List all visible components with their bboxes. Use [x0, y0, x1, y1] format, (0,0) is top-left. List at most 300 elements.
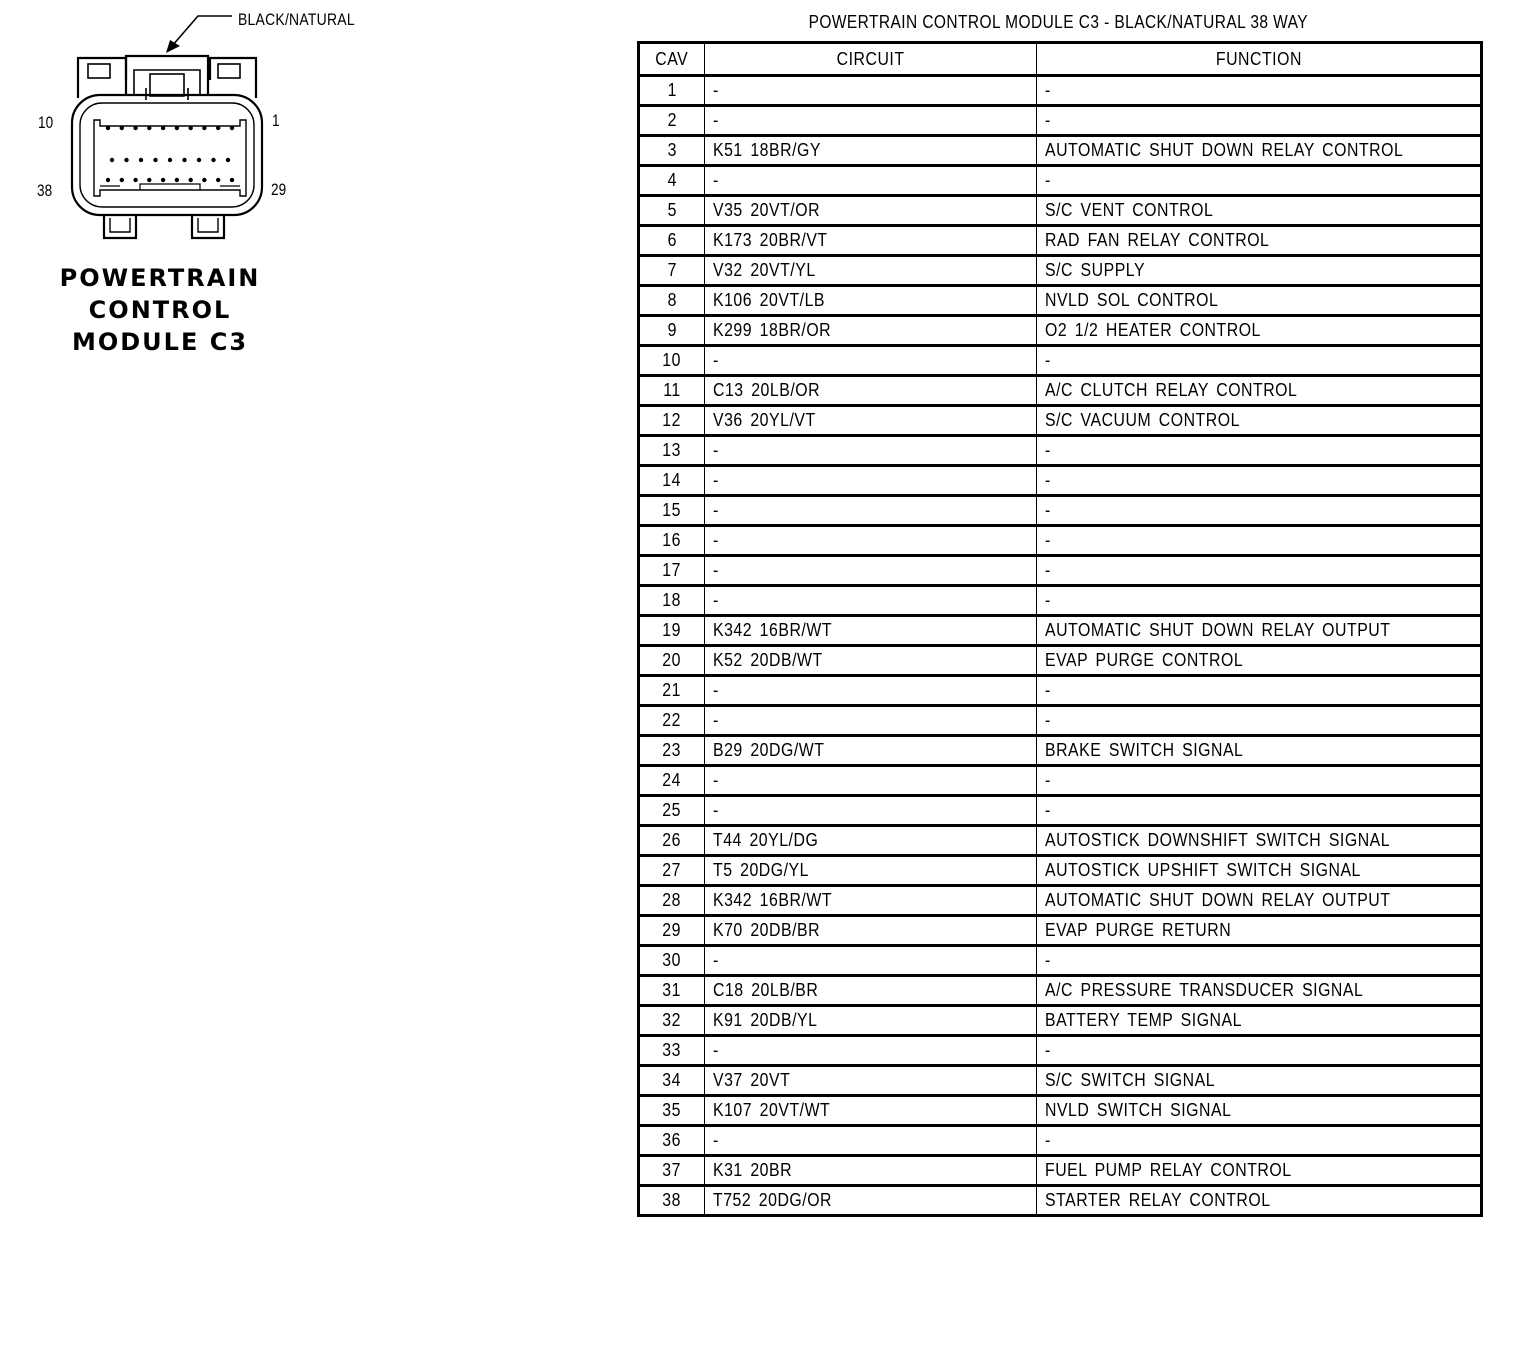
table-row [639, 1126, 1482, 1156]
module-title [40, 262, 280, 358]
function-cell [1037, 226, 1482, 256]
function-cell [1037, 376, 1482, 406]
function-cell-text: S/C VACUUM CONTROL [1045, 410, 1240, 430]
function-cell-text: EVAP PURGE RETURN [1045, 920, 1232, 940]
cav-cell [639, 586, 705, 616]
function-cell [1037, 466, 1482, 496]
cav-cell [639, 646, 705, 676]
module-title-line-1: POWERTRAIN [59, 264, 261, 292]
cavity-grid [106, 126, 234, 182]
table-row [639, 676, 1482, 706]
table-row [639, 286, 1482, 316]
circuit-cell [705, 1066, 1037, 1096]
table-row [639, 76, 1482, 106]
cav-cell [639, 706, 705, 736]
circuit-cell [705, 1036, 1037, 1066]
cavity-dot [175, 178, 179, 182]
function-cell [1037, 526, 1482, 556]
connector-diagram [0, 0, 420, 380]
function-cell-text: - [1045, 950, 1051, 970]
header-function-text: FUNCTION [1215, 48, 1302, 69]
circuit-cell [705, 1126, 1037, 1156]
cav-cell-text: 34 [662, 1070, 682, 1090]
connector-housing [72, 56, 262, 238]
cavity-dot [133, 126, 137, 130]
cav-cell-text: 15 [662, 500, 682, 520]
function-cell-text: STARTER RELAY CONTROL [1045, 1190, 1271, 1210]
function-cell-text: S/C SUPPLY [1045, 260, 1146, 280]
cav-cell [639, 256, 705, 286]
table-row [639, 616, 1482, 646]
table-row [639, 976, 1482, 1006]
function-cell [1037, 616, 1482, 646]
cavity-dot [161, 178, 165, 182]
module-title-line-2: CONTROL [88, 296, 232, 324]
circuit-cell-text: K31 20BR [713, 1160, 793, 1180]
function-cell [1037, 1066, 1482, 1096]
function-cell [1037, 1186, 1482, 1216]
cav-cell [639, 766, 705, 796]
table-row [639, 586, 1482, 616]
circuit-cell-text: K342 16BR/WT [713, 890, 833, 910]
cavity-dot [120, 178, 124, 182]
cav-cell-text: 7 [667, 260, 677, 280]
table-row [639, 1006, 1482, 1036]
cav-cell-text: 32 [662, 1010, 682, 1030]
table-row [639, 736, 1482, 766]
function-cell [1037, 196, 1482, 226]
circuit-cell-text: - [713, 1130, 719, 1150]
circuit-cell-text: V37 20VT [713, 1070, 791, 1090]
table-body [639, 76, 1482, 1216]
circuit-cell-text: K107 20VT/WT [713, 1100, 831, 1120]
function-cell-text: RAD FAN RELAY CONTROL [1045, 230, 1270, 250]
circuit-cell [705, 256, 1037, 286]
cav-cell [639, 166, 705, 196]
circuit-cell-text: K299 18BR/OR [713, 320, 832, 340]
table-row [639, 796, 1482, 826]
function-cell-text: EVAP PURGE CONTROL [1045, 650, 1244, 670]
cav-cell [639, 466, 705, 496]
circuit-cell-text: - [713, 680, 719, 700]
table-row [639, 856, 1482, 886]
circuit-cell-text: - [713, 80, 719, 100]
cav-cell [639, 826, 705, 856]
table-row [639, 496, 1482, 526]
table-row [639, 556, 1482, 586]
connector-drawing [0, 0, 420, 260]
cavity-dot [216, 126, 220, 130]
cav-cell-text: 35 [662, 1100, 682, 1120]
function-cell [1037, 406, 1482, 436]
cav-cell-text: 13 [662, 440, 682, 460]
cavity-dot [147, 126, 151, 130]
cavity-dot [175, 126, 179, 130]
cav-cell [639, 946, 705, 976]
table-row [639, 1066, 1482, 1096]
circuit-cell [705, 886, 1037, 916]
cav-cell-text: 19 [662, 620, 682, 640]
function-cell [1037, 586, 1482, 616]
table-row [639, 196, 1482, 226]
function-cell-text: O2 1/2 HEATER CONTROL [1045, 320, 1261, 340]
circuit-cell [705, 526, 1037, 556]
table-row [639, 886, 1482, 916]
cav-cell [639, 406, 705, 436]
table-row [639, 526, 1482, 556]
connector-color-label: BLACK/NATURAL [238, 10, 355, 29]
circuit-cell [705, 916, 1037, 946]
table-row [639, 826, 1482, 856]
cav-cell-text: 17 [662, 560, 682, 580]
cavity-dot [202, 126, 206, 130]
function-cell [1037, 136, 1482, 166]
table-row [639, 946, 1482, 976]
header-circuit [705, 43, 1037, 76]
pin-label-top-left: 10 [38, 113, 54, 132]
cavity-dot [120, 126, 124, 130]
cav-cell-text: 16 [662, 530, 682, 550]
cavity-dot [147, 178, 151, 182]
circuit-cell-text: B29 20DG/WT [713, 740, 825, 760]
function-cell-text: A/C CLUTCH RELAY CONTROL [1045, 380, 1298, 400]
function-cell-text: AUTOSTICK UPSHIFT SWITCH SIGNAL [1045, 860, 1361, 880]
circuit-cell-text: K106 20VT/LB [713, 290, 826, 310]
circuit-cell-text: T752 20DG/OR [713, 1190, 833, 1210]
cavity-dot [153, 158, 157, 162]
cav-cell-text: 22 [662, 710, 682, 730]
function-cell-text: - [1045, 350, 1051, 370]
cav-cell-text: 30 [662, 950, 682, 970]
function-cell [1037, 166, 1482, 196]
circuit-cell [705, 466, 1037, 496]
cav-cell-text: 28 [662, 890, 682, 910]
cavity-dot [133, 178, 137, 182]
function-cell [1037, 676, 1482, 706]
cavity-dot [230, 178, 234, 182]
cav-cell [639, 676, 705, 706]
cav-cell [639, 856, 705, 886]
function-cell-text: - [1045, 500, 1051, 520]
circuit-cell-text: - [713, 470, 719, 490]
cavity-dot [226, 158, 230, 162]
cav-cell [639, 1066, 705, 1096]
cav-cell-text: 4 [667, 170, 677, 190]
module-title-line-3: MODULE C3 [71, 328, 249, 356]
header-function [1037, 43, 1482, 76]
circuit-cell-text: - [713, 500, 719, 520]
table-row [639, 1156, 1482, 1186]
function-cell-text: - [1045, 470, 1051, 490]
table-row [639, 706, 1482, 736]
cavity-dot [168, 158, 172, 162]
cav-cell [639, 106, 705, 136]
circuit-cell [705, 1156, 1037, 1186]
function-cell [1037, 976, 1482, 1006]
table-row [639, 166, 1482, 196]
table-header-row [639, 43, 1482, 76]
cavity-dot [161, 126, 165, 130]
function-cell-text: FUEL PUMP RELAY CONTROL [1045, 1160, 1292, 1180]
pin-label-bottom-right: 29 [271, 180, 287, 199]
table-row [639, 646, 1482, 676]
cav-cell [639, 436, 705, 466]
cav-cell [639, 376, 705, 406]
circuit-cell [705, 346, 1037, 376]
function-cell-text: - [1045, 110, 1051, 130]
function-cell [1037, 1096, 1482, 1126]
circuit-cell-text: - [713, 350, 719, 370]
function-cell [1037, 346, 1482, 376]
table-row [639, 406, 1482, 436]
cav-cell [639, 226, 705, 256]
function-cell-text: - [1045, 530, 1051, 550]
circuit-cell-text: K173 20BR/VT [713, 230, 828, 250]
cav-cell-text: 33 [662, 1040, 682, 1060]
function-cell [1037, 826, 1482, 856]
pinout-table [637, 41, 1483, 1217]
cav-cell-text: 26 [662, 830, 682, 850]
function-cell-text: NVLD SOL CONTROL [1045, 290, 1219, 310]
function-cell [1037, 106, 1482, 136]
function-cell-text: - [1045, 560, 1051, 580]
cav-cell [639, 76, 705, 106]
function-cell [1037, 646, 1482, 676]
cavity-dot [189, 126, 193, 130]
cav-cell-text: 6 [667, 230, 677, 250]
cavity-dot [124, 158, 128, 162]
cav-cell [639, 526, 705, 556]
function-cell [1037, 916, 1482, 946]
cav-cell-text: 2 [667, 110, 677, 130]
circuit-cell [705, 766, 1037, 796]
cav-cell-text: 20 [662, 650, 682, 670]
table-row [639, 106, 1482, 136]
circuit-cell [705, 976, 1037, 1006]
circuit-cell [705, 856, 1037, 886]
circuit-cell-text: - [713, 1040, 719, 1060]
circuit-cell-text: K70 20DB/BR [713, 920, 821, 940]
function-cell-text: A/C PRESSURE TRANSDUCER SIGNAL [1045, 980, 1364, 1000]
function-cell-text: - [1045, 680, 1051, 700]
function-cell-text: - [1045, 80, 1051, 100]
circuit-cell-text: K52 20DB/WT [713, 650, 823, 670]
table-row [639, 1036, 1482, 1066]
cav-cell-text: 24 [662, 770, 682, 790]
circuit-cell-text: C13 20LB/OR [713, 380, 821, 400]
cav-cell-text: 10 [662, 350, 682, 370]
function-cell-text: NVLD SWITCH SIGNAL [1045, 1100, 1232, 1120]
circuit-cell-text: T44 20YL/DG [713, 830, 819, 850]
pin-label-top-right: 1 [272, 111, 280, 130]
function-cell [1037, 1156, 1482, 1186]
circuit-cell-text: - [713, 800, 719, 820]
function-cell [1037, 76, 1482, 106]
circuit-cell-text: V35 20VT/OR [713, 200, 821, 220]
cav-cell [639, 1036, 705, 1066]
cav-cell-text: 37 [662, 1160, 682, 1180]
circuit-cell [705, 196, 1037, 226]
table-title [637, 12, 1480, 33]
table-row [639, 346, 1482, 376]
circuit-cell-text: - [713, 530, 719, 550]
circuit-cell [705, 736, 1037, 766]
function-cell [1037, 286, 1482, 316]
cav-cell-text: 29 [662, 920, 682, 940]
function-cell-text: AUTOSTICK DOWNSHIFT SWITCH SIGNAL [1045, 830, 1391, 850]
function-cell-text: BATTERY TEMP SIGNAL [1045, 1010, 1242, 1030]
circuit-cell-text: K91 20DB/YL [713, 1010, 818, 1030]
circuit-cell-text: V32 20VT/YL [713, 260, 816, 280]
function-cell [1037, 856, 1482, 886]
cav-cell-text: 25 [662, 800, 682, 820]
cav-cell [639, 1126, 705, 1156]
circuit-cell [705, 826, 1037, 856]
cavity-dot [197, 158, 201, 162]
function-cell [1037, 1006, 1482, 1036]
function-cell [1037, 766, 1482, 796]
cav-cell-text: 1 [667, 80, 677, 100]
function-cell-text: - [1045, 770, 1051, 790]
cav-cell [639, 346, 705, 376]
cav-cell-text: 8 [667, 290, 677, 310]
cav-cell-text: 31 [662, 980, 682, 1000]
function-cell [1037, 1126, 1482, 1156]
cav-cell-text: 12 [662, 410, 682, 430]
header-cav [639, 43, 705, 76]
function-cell [1037, 796, 1482, 826]
function-cell-text: - [1045, 800, 1051, 820]
function-cell [1037, 556, 1482, 586]
circuit-cell-text: T5 20DG/YL [713, 860, 809, 880]
function-cell [1037, 256, 1482, 286]
cav-cell-text: 27 [662, 860, 682, 880]
circuit-cell [705, 946, 1037, 976]
circuit-cell-text: K51 18BR/GY [713, 140, 821, 160]
table-row [639, 256, 1482, 286]
cav-cell-text: 3 [667, 140, 677, 160]
function-cell-text: S/C VENT CONTROL [1045, 200, 1214, 220]
table-row [639, 136, 1482, 166]
function-cell-text: - [1045, 170, 1051, 190]
function-cell [1037, 496, 1482, 526]
cav-cell-text: 18 [662, 590, 682, 610]
table-row [639, 436, 1482, 466]
circuit-cell-text: - [713, 770, 719, 790]
cav-cell-text: 38 [662, 1190, 682, 1210]
function-cell-text: S/C SWITCH SIGNAL [1045, 1070, 1216, 1090]
cav-cell [639, 916, 705, 946]
function-cell [1037, 316, 1482, 346]
function-cell-text: - [1045, 590, 1051, 610]
circuit-cell [705, 496, 1037, 526]
cav-cell-text: 36 [662, 1130, 682, 1150]
table-row [639, 1096, 1482, 1126]
cav-cell [639, 286, 705, 316]
cav-cell-text: 21 [662, 680, 682, 700]
cavity-dot [106, 178, 110, 182]
circuit-cell [705, 166, 1037, 196]
cav-cell [639, 736, 705, 766]
circuit-cell [705, 646, 1037, 676]
arrow-head [166, 40, 180, 53]
circuit-cell [705, 376, 1037, 406]
function-cell [1037, 436, 1482, 466]
circuit-cell [705, 706, 1037, 736]
function-cell-text: AUTOMATIC SHUT DOWN RELAY OUTPUT [1045, 620, 1391, 640]
circuit-cell-text: - [713, 560, 719, 580]
cavity-dot [110, 158, 114, 162]
function-cell-text: AUTOMATIC SHUT DOWN RELAY CONTROL [1045, 140, 1404, 160]
circuit-cell [705, 406, 1037, 436]
table-row [639, 226, 1482, 256]
circuit-cell-text: - [713, 950, 719, 970]
circuit-cell [705, 616, 1037, 646]
function-cell-text: BRAKE SWITCH SIGNAL [1045, 740, 1244, 760]
cav-cell [639, 196, 705, 226]
header-circuit-text: CIRCUIT [836, 48, 905, 69]
circuit-cell [705, 286, 1037, 316]
circuit-cell-text: V36 20YL/VT [713, 410, 816, 430]
table-title-text: POWERTRAIN CONTROL MODULE C3 - BLACK/NATURAL 38 WAY [808, 12, 1309, 32]
function-cell [1037, 706, 1482, 736]
circuit-cell [705, 316, 1037, 346]
circuit-cell-text: K342 16BR/WT [713, 620, 833, 640]
cav-cell [639, 616, 705, 646]
circuit-cell [705, 586, 1037, 616]
circuit-cell [705, 1096, 1037, 1126]
table-row [639, 1186, 1482, 1216]
cav-cell [639, 976, 705, 1006]
circuit-cell [705, 796, 1037, 826]
cav-cell [639, 886, 705, 916]
cav-cell [639, 556, 705, 586]
circuit-cell-text: C18 20LB/BR [713, 980, 819, 1000]
table-row [639, 316, 1482, 346]
function-cell [1037, 736, 1482, 766]
cavity-dot [139, 158, 143, 162]
circuit-cell [705, 76, 1037, 106]
circuit-cell-text: - [713, 110, 719, 130]
pin-label-bottom-left: 38 [37, 181, 53, 200]
function-cell-text: - [1045, 440, 1051, 460]
circuit-cell-text: - [713, 590, 719, 610]
circuit-cell [705, 436, 1037, 466]
cav-cell [639, 1186, 705, 1216]
table-row [639, 916, 1482, 946]
circuit-cell [705, 136, 1037, 166]
circuit-cell [705, 1006, 1037, 1036]
table-row [639, 766, 1482, 796]
function-cell-text: - [1045, 1130, 1051, 1150]
color-leader-arrow [172, 16, 232, 46]
cav-cell-text: 14 [662, 470, 682, 490]
table-row [639, 376, 1482, 406]
cav-cell [639, 1096, 705, 1126]
circuit-cell [705, 106, 1037, 136]
circuit-cell-text: - [713, 440, 719, 460]
cavity-dot [202, 178, 206, 182]
cav-cell [639, 1006, 705, 1036]
cavity-dot [189, 178, 193, 182]
cav-cell [639, 136, 705, 166]
function-cell [1037, 1036, 1482, 1066]
circuit-cell [705, 226, 1037, 256]
table-row [639, 466, 1482, 496]
cav-cell-text: 9 [667, 320, 677, 340]
function-cell-text: AUTOMATIC SHUT DOWN RELAY OUTPUT [1045, 890, 1391, 910]
function-cell [1037, 946, 1482, 976]
